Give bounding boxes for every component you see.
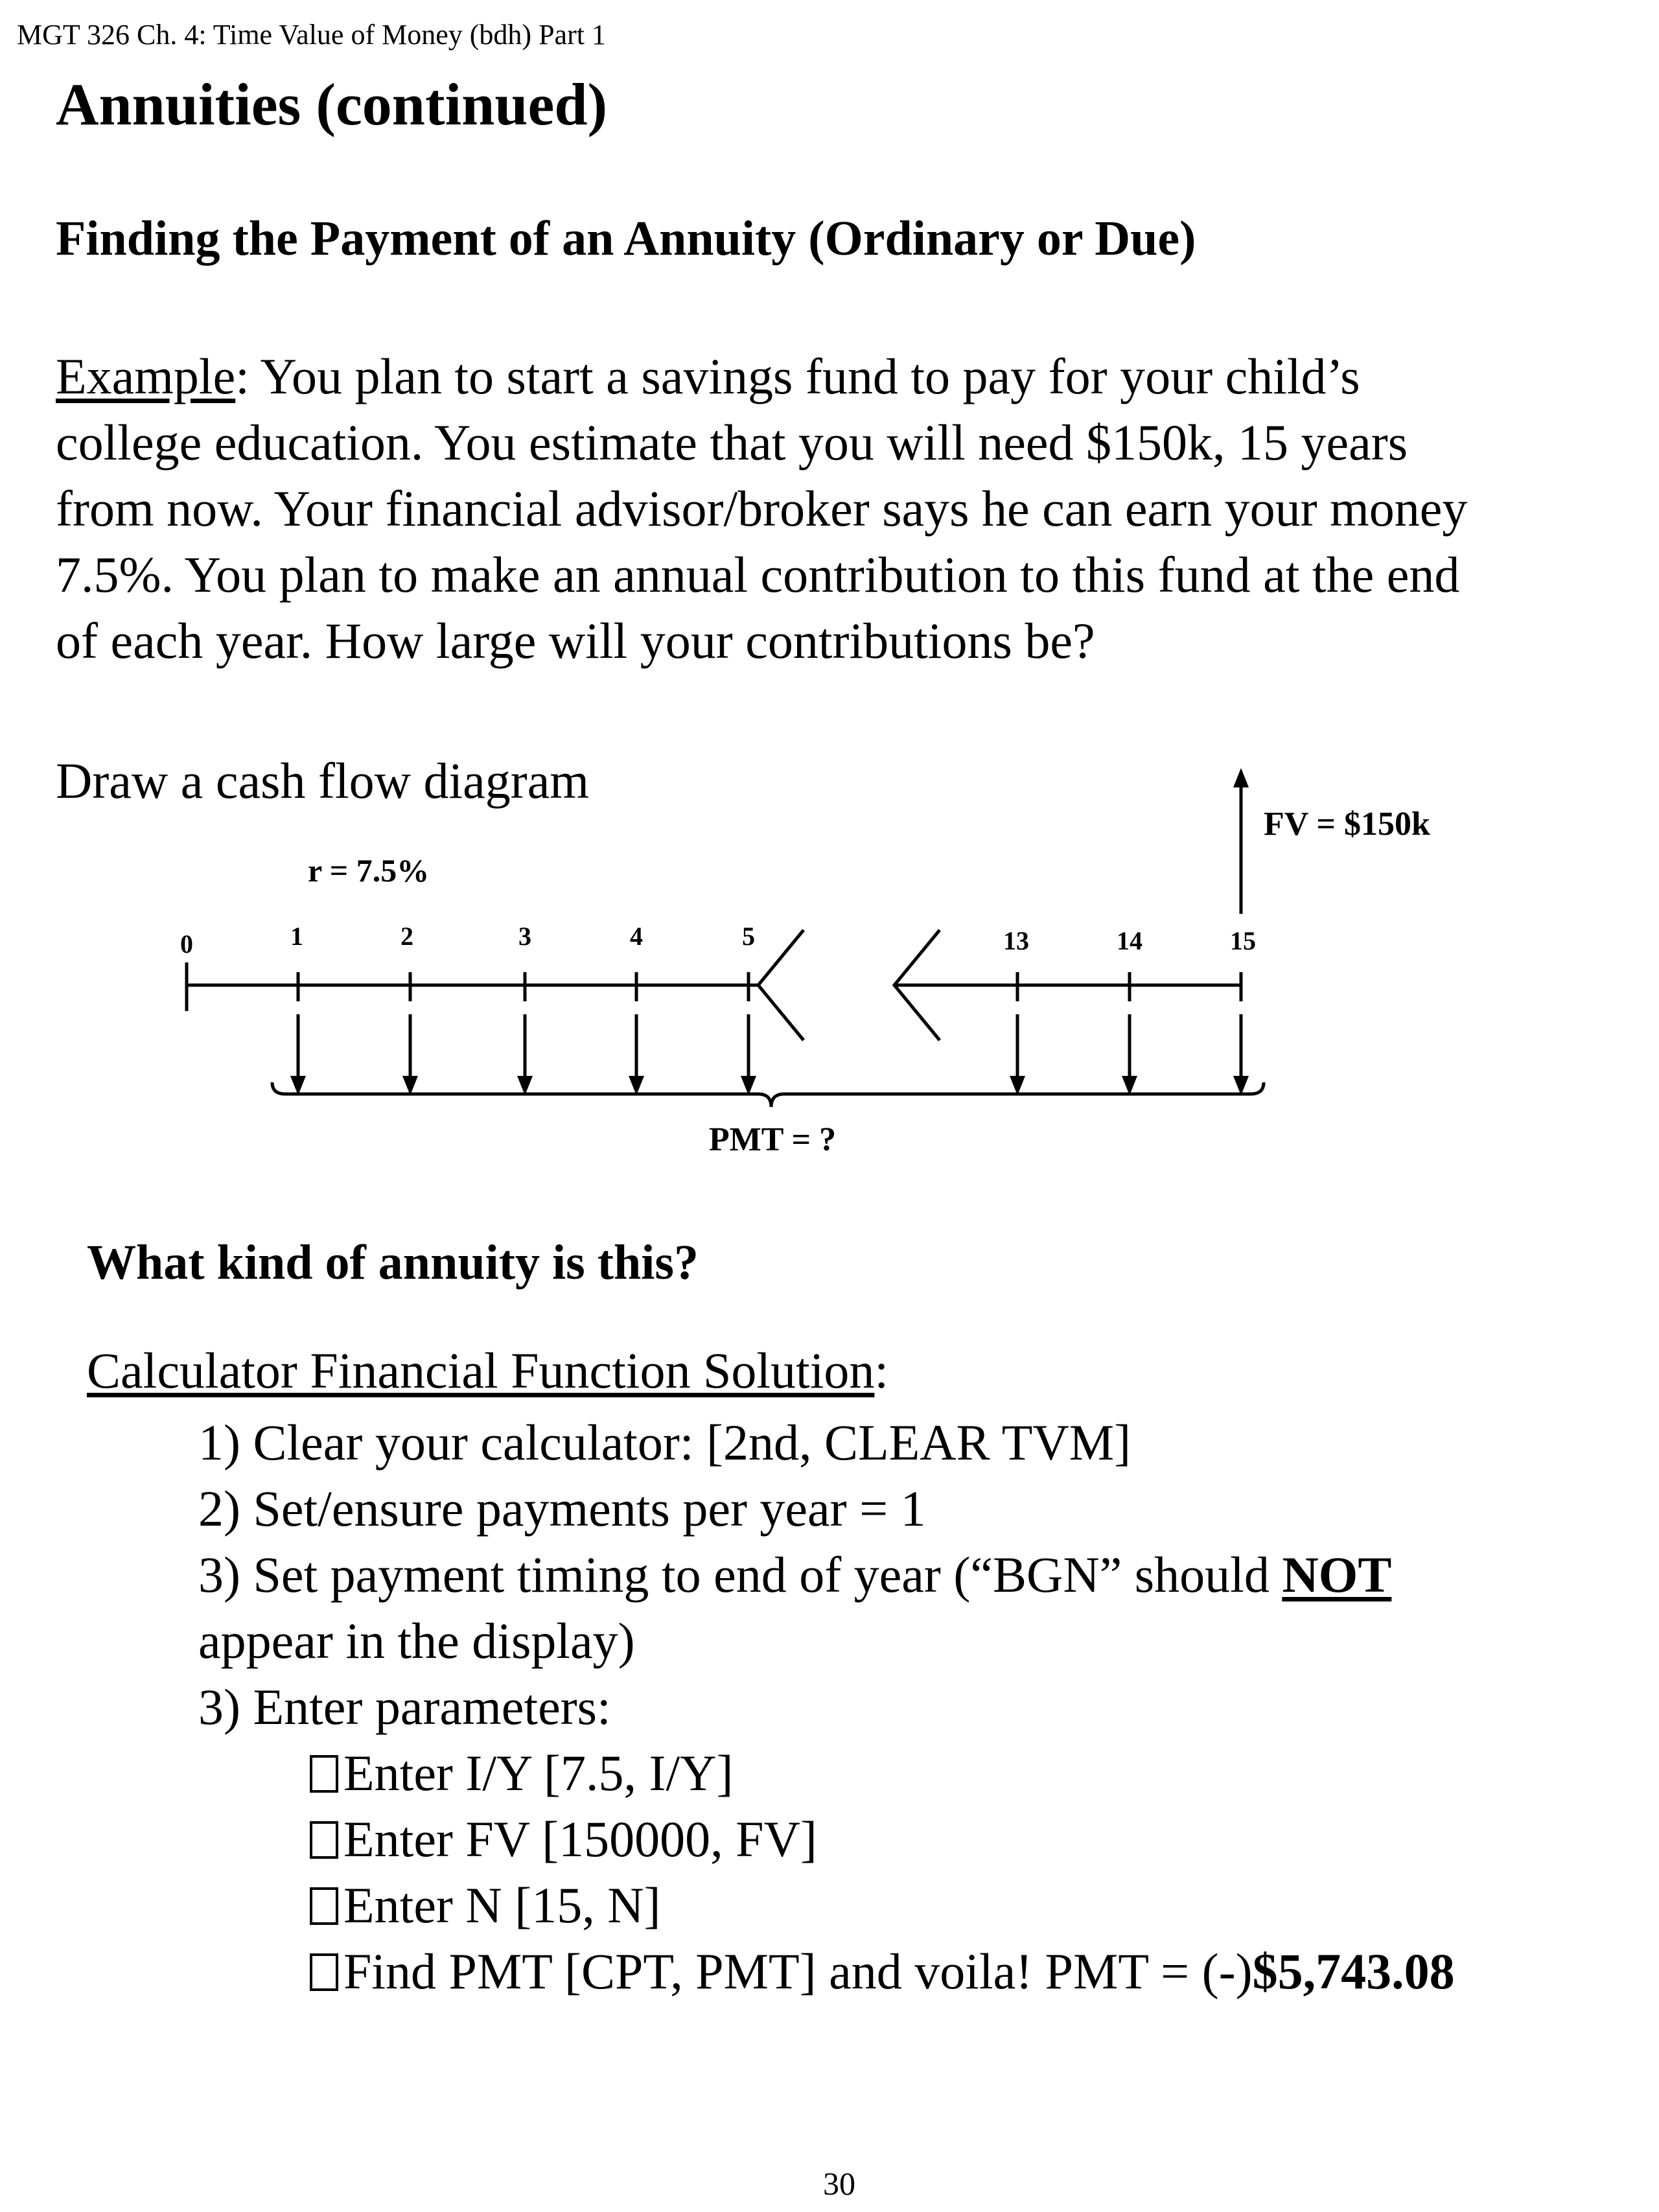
checkbox-icon bbox=[310, 1887, 338, 1925]
fv-label: FV = $150k bbox=[1264, 806, 1430, 843]
period-label-5: 5 bbox=[742, 922, 755, 951]
page-number: 30 bbox=[823, 2165, 855, 2202]
example-line-1: Example: You plan to start a savings fund to pay for your child’s bbox=[56, 348, 1360, 404]
draw-prompt: Draw a cash flow diagram bbox=[56, 752, 589, 809]
example-line-2: college education. You estimate that you will need $150k, 15 years bbox=[56, 414, 1408, 471]
checkbox-icon bbox=[310, 1755, 338, 1793]
page-header: MGT 326 Ch. 4: Time Value of Money (bdh) Part 1 bbox=[17, 19, 606, 51]
example-paragraph bbox=[56, 343, 1637, 674]
slide-title: Annuities (continued) bbox=[56, 71, 608, 137]
rate-label: r = 7.5% bbox=[308, 852, 430, 889]
example-line-3: from now. Your financial advisor/broker says he can earn your money bbox=[56, 480, 1468, 537]
period-label-15: 15 bbox=[1230, 926, 1256, 955]
example-line-5: of each year. How large will your contributions be? bbox=[56, 612, 1095, 669]
calculator-solution-title: Calculator Financial Function Solution: bbox=[87, 1342, 889, 1399]
period-label-1: 1 bbox=[290, 922, 303, 951]
period-label-13: 13 bbox=[1003, 926, 1029, 955]
step-1: 1) Clear your calculator: [2nd, CLEAR TVM] bbox=[198, 1414, 1131, 1471]
calculator-steps bbox=[198, 1410, 1391, 1740]
pmt-label: PMT = ? bbox=[708, 1121, 837, 1158]
section-subtitle: Finding the Payment of an Annuity (Ordinary or Due) bbox=[56, 211, 1196, 266]
pmt-brace bbox=[272, 1082, 1264, 1107]
period-label-3: 3 bbox=[518, 922, 531, 951]
not-emphasis: NOT bbox=[1282, 1546, 1392, 1603]
period-label-14: 14 bbox=[1117, 926, 1143, 955]
period-label-2: 2 bbox=[400, 922, 413, 951]
checkbox-icon bbox=[310, 1953, 338, 1991]
step-2: 2) Set/ensure payments per year = 1 bbox=[198, 1480, 926, 1537]
checkbox-icon bbox=[310, 1821, 338, 1859]
cash-flow-diagram bbox=[0, 765, 1659, 1167]
example-label: Example bbox=[56, 348, 236, 404]
param-fv: Enter FV [150000, FV] bbox=[310, 1806, 1455, 1872]
period-label-0: 0 bbox=[180, 929, 193, 959]
step-3: 3) Set payment timing to end of year (“BGN” should NOT bbox=[198, 1546, 1392, 1603]
example-line-4: 7.5%. You plan to make an annual contribution to this fund at the end bbox=[56, 546, 1460, 603]
step-3-continued: appear in the display) bbox=[198, 1612, 635, 1669]
break-mark-left bbox=[758, 930, 804, 1040]
parameter-list bbox=[310, 1740, 1455, 2005]
param-iy: Enter I/Y [7.5, I/Y] bbox=[310, 1740, 1455, 1806]
param-find-pmt: Find PMT [CPT, PMT] and voila! PMT = (-)$5,743.08 bbox=[310, 1938, 1455, 2005]
period-label-4: 4 bbox=[630, 922, 643, 951]
pmt-result: $5,743.08 bbox=[1252, 1943, 1455, 1999]
param-n: Enter N [15, N] bbox=[310, 1872, 1455, 1938]
annuity-question: What kind of annuity is this? bbox=[87, 1235, 699, 1290]
step-4: 3) Enter parameters: bbox=[198, 1679, 611, 1735]
